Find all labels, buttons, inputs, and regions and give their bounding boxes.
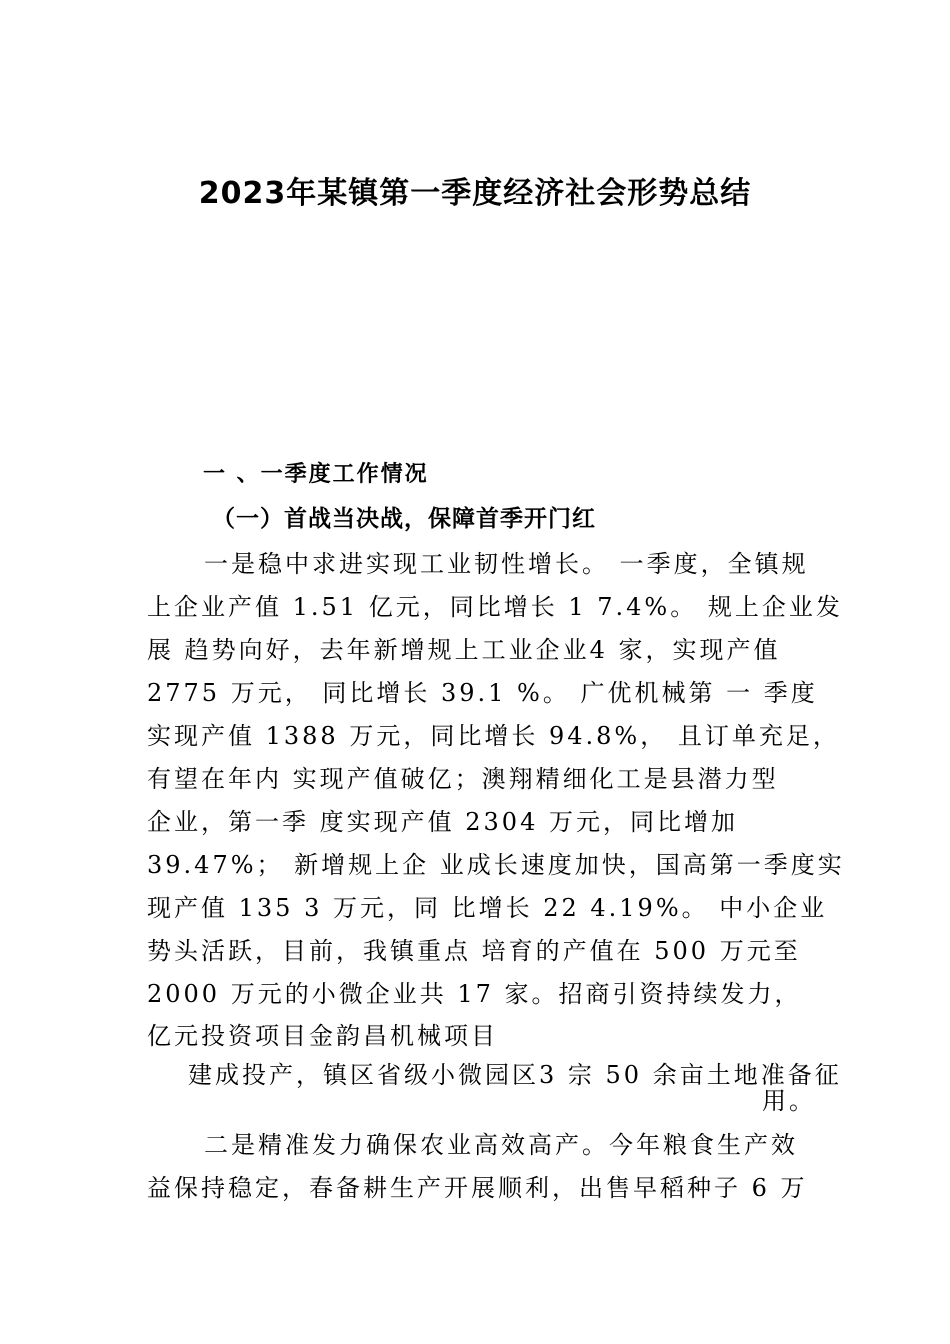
paragraph-line: 二是精准发力确保农业高效高产。今年粮食生产效: [204, 1131, 798, 1159]
paragraph-line: 企业，第一季 度实现产值 2304 万元，同比增加: [147, 808, 738, 836]
document-title: 2023年某镇第一季度经济社会形势总结: [198, 176, 752, 211]
paragraph-line: 2775 万元， 同比增长 39.1 %。 广优机械第 一 季度: [147, 679, 818, 707]
paragraph-line: 2000 万元的小微企业共 17 家。招商引资持续发力，: [147, 980, 802, 1008]
paragraph-line: 势头活跃，目前，我镇重点 培育的产值在 500 万元至: [147, 937, 801, 965]
paragraph-line: 有望在年内 实现产值破亿；澳翔精细化工是县潜力型: [147, 765, 779, 793]
section-heading: 一 、一季度工作情况: [203, 462, 429, 487]
paragraph-line: 建成投产，镇区省级小微园区3 宗 50 余亩土地准备征: [188, 1061, 842, 1089]
paragraph-line: 展 趋势向好，去年新增规上工业企业4 家，实现产值: [147, 636, 781, 664]
paragraph-line: 亿元投资项目金韵昌机械项目: [147, 1022, 498, 1050]
subsection-heading: （一）首战当决战，保障首季开门红: [212, 506, 596, 532]
paragraph-line: 现产值 135 3 万元，同 比增长 22 4.19%。 中小企业: [147, 894, 828, 922]
paragraph-line: 上企业产值 1.51 亿元，同比增长 1 7.4%。 规上企业发: [147, 593, 843, 621]
paragraph-line: 用。: [762, 1087, 816, 1115]
paragraph-line: 一是稳中求进实现工业韧性增长。 一季度，全镇规: [204, 550, 809, 578]
paragraph-line: 益保持稳定，春备耕生产开展顺利，出售早稻种子 6 万: [147, 1174, 808, 1202]
paragraph-line: 实现产值 1388 万元，同比增长 94.8%， 且订单充足，: [147, 722, 840, 750]
paragraph-line: 39.47%； 新增规上企 业成长速度加快，国高第一季度实: [147, 851, 845, 879]
